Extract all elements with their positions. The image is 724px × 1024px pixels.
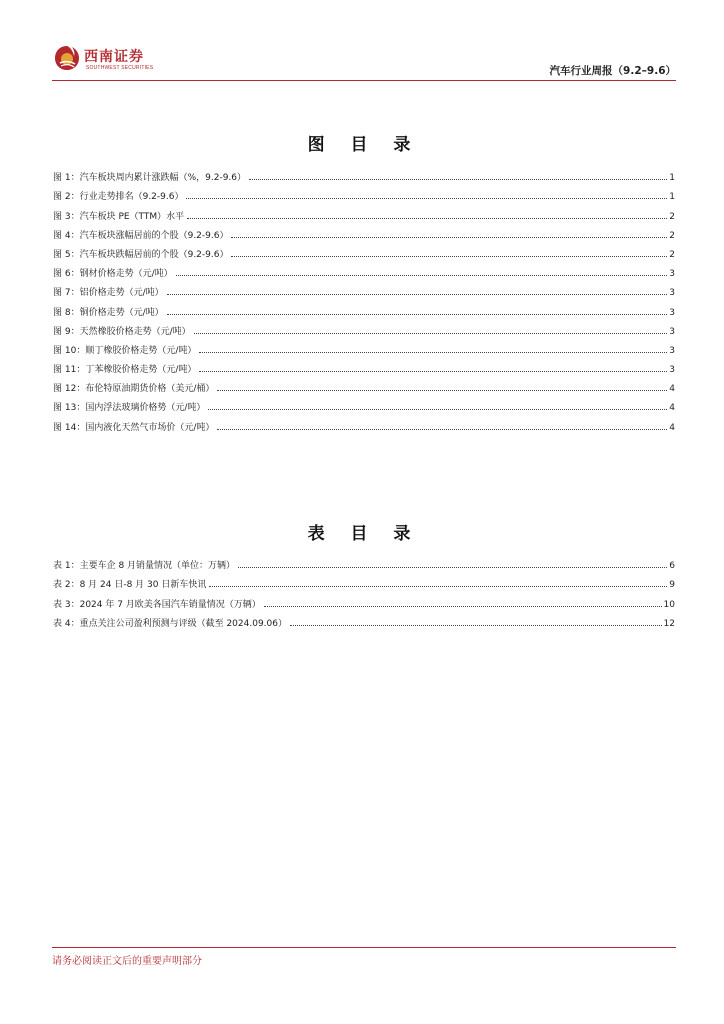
toc-entry-page: 1 — [669, 192, 675, 203]
footer-disclaimer: 请务必阅读正文后的重要声明部分 — [52, 956, 202, 967]
toc-entry[interactable] — [53, 337, 675, 356]
toc-entry-label: 图 13：国内浮法玻璃价格势（元/吨） — [53, 403, 206, 414]
toc-dot-leader — [290, 625, 662, 626]
logo-text-cn: 西南证券 — [84, 49, 144, 65]
toc-dot-leader — [194, 333, 668, 334]
toc-entry-label: 图 6：钢材价格走势（元/吨） — [53, 269, 173, 280]
toc-entry-page: 3 — [669, 326, 675, 337]
toc-entry-label: 表 2：8 月 24 日-8 月 30 日新车快讯 — [53, 580, 207, 591]
toc-entry-page: 3 — [669, 365, 675, 376]
toc-entry-page: 4 — [669, 384, 675, 395]
toc-entry-label: 表 4：重点关注公司盈利预测与评级（截至 2024.09.06） — [53, 618, 287, 629]
toc-entry-page: 1 — [669, 173, 675, 184]
toc-dot-leader — [209, 586, 667, 587]
toc-dot-leader — [231, 256, 667, 257]
toc-dot-leader — [167, 294, 668, 295]
toc-entry-label: 图 5：汽车板块跌幅居前的个股（9.2-9.6） — [53, 249, 229, 260]
toc-dot-leader — [199, 371, 667, 372]
table-toc-list — [53, 552, 675, 629]
toc-entry-page: 4 — [669, 403, 675, 414]
figure-toc-list — [53, 164, 675, 433]
toc-entry-page: 12 — [663, 618, 675, 629]
header-divider — [52, 80, 676, 81]
toc-entry[interactable] — [53, 164, 675, 183]
toc-entry-page: 4 — [669, 422, 675, 433]
company-logo — [52, 40, 172, 76]
toc-entry-page: 9 — [669, 580, 675, 591]
toc-entry-label: 图 12：布伦特原油期货价格（美元/桶） — [53, 384, 215, 395]
toc-dot-leader — [199, 352, 667, 353]
toc-entry[interactable] — [53, 552, 675, 571]
toc-entry-label: 图 2：行业走势排名（9.2-9.6） — [53, 192, 184, 203]
toc-entry[interactable] — [53, 413, 675, 432]
toc-entry-label: 图 11：丁苯橡胶价格走势（元/吨） — [53, 365, 197, 376]
toc-entry[interactable] — [53, 610, 675, 629]
toc-dot-leader — [264, 606, 662, 607]
toc-dot-leader — [231, 237, 667, 238]
toc-entry-page: 3 — [669, 269, 675, 280]
toc-entry[interactable] — [53, 241, 675, 260]
toc-dot-leader — [238, 567, 667, 568]
toc-entry-label: 图 8：铜价格走势（元/吨） — [53, 307, 164, 318]
toc-entry-label: 表 3：2024 年 7 月欧美各国汽车销量情况（万辆） — [53, 599, 261, 610]
toc-dot-leader — [176, 275, 668, 276]
toc-entry-page: 6 — [669, 561, 675, 572]
toc-entry-label: 图 3：汽车板块 PE（TTM）水平 — [53, 211, 185, 222]
page-header — [52, 40, 676, 80]
toc-entry[interactable] — [53, 260, 675, 279]
toc-entry[interactable] — [53, 318, 675, 337]
toc-entry[interactable] — [53, 298, 675, 317]
toc-dot-leader — [249, 179, 667, 180]
toc-entry-page: 3 — [669, 345, 675, 356]
toc-entry-label: 图 7：铝价格走势（元/吨） — [53, 288, 164, 299]
toc-dot-leader — [217, 390, 667, 391]
toc-dot-leader — [167, 314, 668, 315]
toc-entry-page: 3 — [669, 288, 675, 299]
toc-entry[interactable] — [53, 375, 675, 394]
toc-entry-label: 图 9：天然橡胶价格走势（元/吨） — [53, 326, 191, 337]
report-title: 汽车行业周报（9.2–9.6） — [549, 65, 676, 77]
toc-entry[interactable] — [53, 356, 675, 375]
toc-entry-label: 图 1：汽车板块周内累计涨跌幅（%，9.2-9.6） — [53, 173, 247, 184]
logo-text-en: SOUTHWEST SECURITIES — [86, 65, 154, 71]
toc-dot-leader — [208, 409, 667, 410]
toc-entry[interactable] — [53, 183, 675, 202]
toc-dot-leader — [186, 198, 667, 199]
toc-entry-page: 2 — [669, 211, 675, 222]
toc-entry-page: 10 — [663, 599, 675, 610]
toc-entry[interactable] — [53, 202, 675, 221]
toc-entry-label: 图 10：顺丁橡胶价格走势（元/吨） — [53, 345, 197, 356]
footer-divider — [52, 947, 676, 948]
toc-entry[interactable] — [53, 571, 675, 590]
toc-entry-label: 图 4：汽车板块涨幅居前的个股（9.2-9.6） — [53, 230, 229, 241]
toc-dot-leader — [217, 429, 667, 430]
toc-entry[interactable] — [53, 590, 675, 609]
toc-entry[interactable] — [53, 279, 675, 298]
toc-entry[interactable] — [53, 394, 675, 413]
toc-entry[interactable] — [53, 222, 675, 241]
toc-entry-page: 2 — [669, 249, 675, 260]
logo-emblem-icon — [54, 44, 80, 72]
table-toc-heading: 表 目 录 — [307, 524, 421, 544]
toc-entry-label: 表 1：主要车企 8 月销量情况（单位：万辆） — [53, 561, 236, 572]
toc-entry-page: 2 — [669, 230, 675, 241]
figure-toc-heading: 图 目 录 — [307, 135, 421, 155]
toc-entry-page: 3 — [669, 307, 675, 318]
toc-dot-leader — [187, 218, 667, 219]
toc-entry-label: 图 14：国内液化天然气市场价（元/吨） — [53, 422, 215, 433]
